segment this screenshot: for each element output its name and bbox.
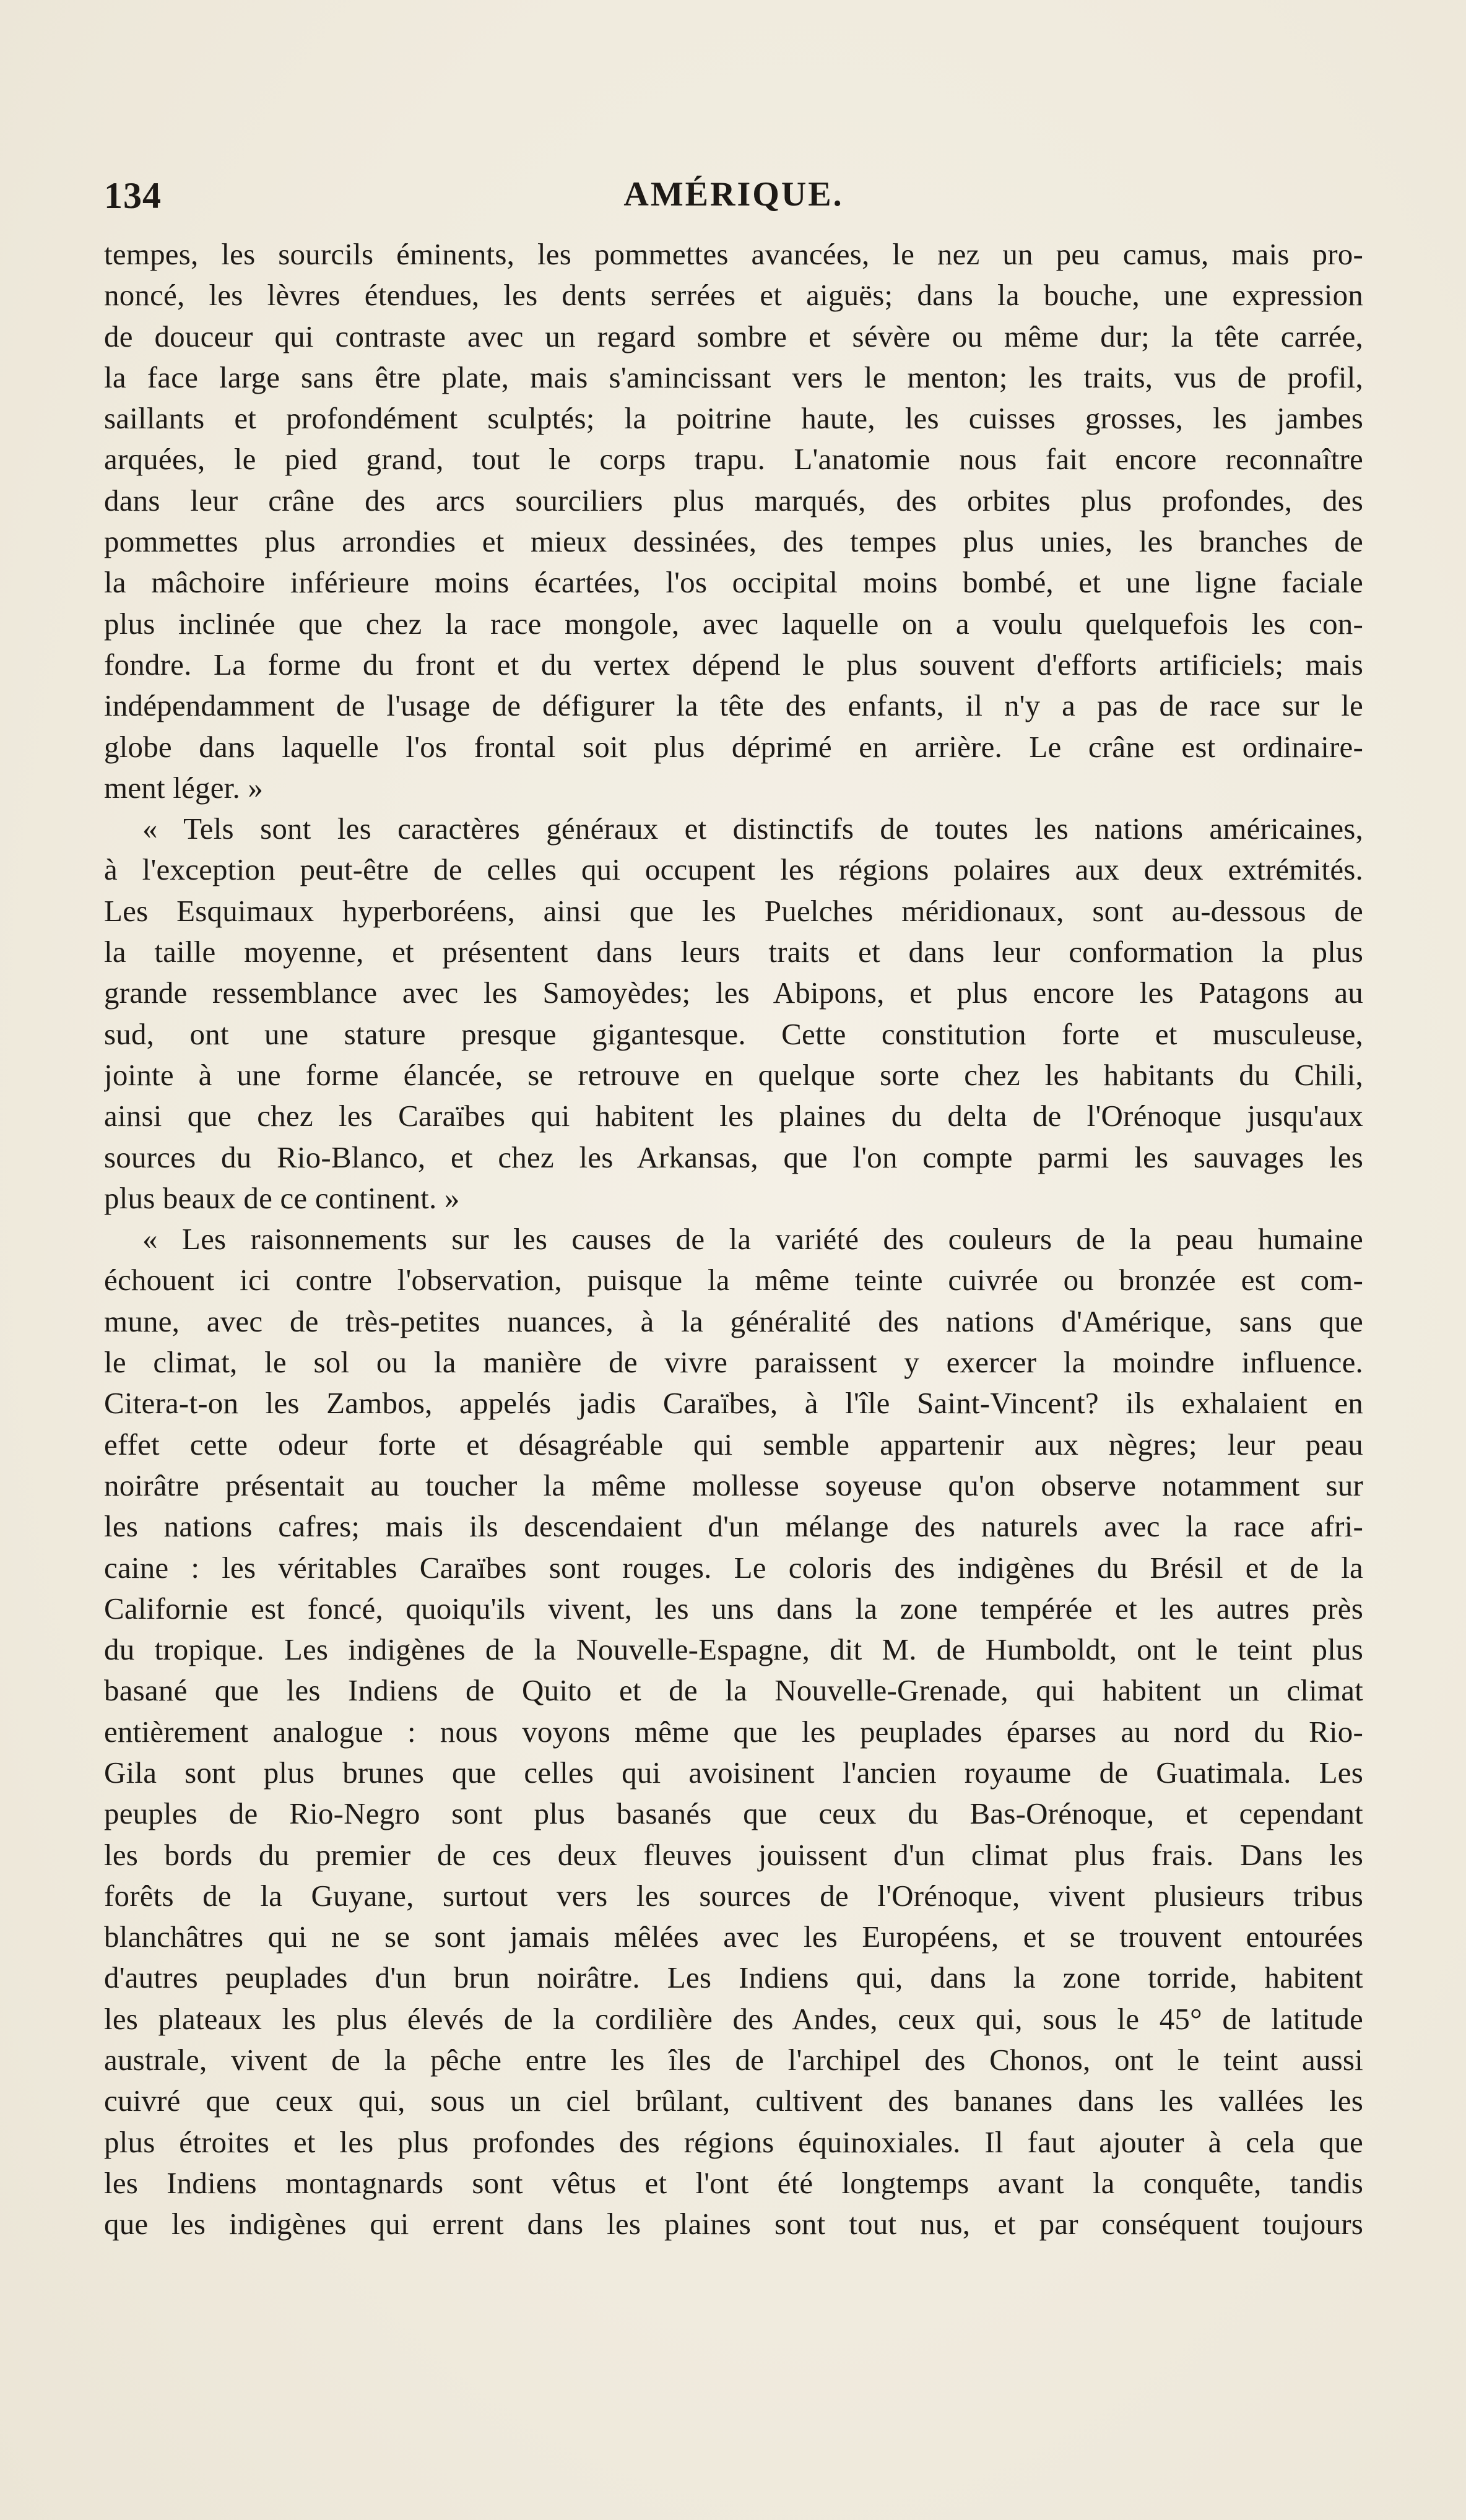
text-line: la mâchoire inférieure moins écartées, l'os occipital moins bombé, et une ligne faciale xyxy=(104,565,1363,600)
text-line: noncé, les lèvres étendues, les dents serrées et aiguës; dans la bouche, une expression xyxy=(104,278,1363,313)
body-text xyxy=(104,234,1363,2245)
text-line: ment léger. » xyxy=(104,770,264,805)
text-line: les nations cafres; mais ils descendaient d'un mélange des naturels avec la race afri- xyxy=(104,1509,1363,1544)
text-line: caine : les véritables Caraïbes sont rouges. Le coloris des indigènes du Brésil et de la xyxy=(104,1550,1363,1585)
text-line: saillants et profondément sculptés; la poitrine haute, les cuisses grosses, les jambes xyxy=(104,401,1363,436)
text-line: la taille moyenne, et présentent dans leurs traits et dans leur conformation la plus xyxy=(104,935,1363,969)
text-line: Citera-t-on les Zambos, appelés jadis Caraïbes, à l'île Saint-Vincent? ils exhalaient en xyxy=(104,1386,1363,1421)
text-line: grande ressemblance avec les Samoyèdes; les Abipons, et plus encore les Patagons au xyxy=(104,976,1363,1010)
text-line: échouent ici contre l'observation, puisque la même teinte cuivrée ou bronzée est com- xyxy=(104,1263,1363,1297)
text-line: plus inclinée que chez la race mongole, avec laquelle on a voulu quelquefois les con- xyxy=(104,606,1363,641)
text-line: arquées, le pied grand, tout le corps trapu. L'anatomie nous fait encore reconnaître xyxy=(104,442,1363,477)
text-line: du tropique. Les indigènes de la Nouvelle-Espagne, dit M. de Humboldt, ont le teint plus xyxy=(104,1632,1363,1667)
text-line: australe, vivent de la pêche entre les îles de l'archipel des Chonos, ont le teint aussi xyxy=(104,2043,1363,2077)
text-line: basané que les Indiens de Quito et de la Nouvelle-Grenade, qui habitent un climat xyxy=(104,1673,1363,1708)
text-line: jointe à une forme élancée, se retrouve en quelque sorte chez les habitants du Chili, xyxy=(104,1057,1363,1092)
text-line: pommettes plus arrondies et mieux dessinées, des tempes plus unies, les branches de xyxy=(104,524,1363,559)
text-line: Gila sont plus brunes que celles qui avoisinent l'ancien royaume de Guatimala. Les xyxy=(104,1755,1363,1790)
text-line: entièrement analogue : nous voyons même que les peuplades éparses au nord du Rio- xyxy=(104,1714,1363,1749)
text-line: plus étroites et les plus profondes des régions équinoxiales. Il faut ajouter à cela que xyxy=(104,2124,1363,2159)
text-line: les plateaux les plus élevés de la cordilière des Andes, ceux qui, sous le 45° de latitude xyxy=(104,2001,1363,2036)
page-header xyxy=(104,175,1363,218)
page-number: 134 xyxy=(104,175,162,216)
text-line: le climat, le sol ou la manière de vivre paraissent y exercer la moindre influence. xyxy=(104,1345,1363,1380)
text-line: indépendamment de l'usage de défigurer la tête des enfants, il n'y a pas de race sur le xyxy=(104,688,1363,723)
text-line: Les Esquimaux hyperboréens, ainsi que les Puelches méridionaux, sont au-dessous de xyxy=(104,893,1363,928)
text-line: les Indiens montagnards sont vêtus et l'ont été longtemps avant la conquête, tandis xyxy=(104,2165,1363,2200)
text-line: de douceur qui contraste avec un regard sombre et sévère ou même dur; la tête carrée, xyxy=(104,319,1363,353)
text-line: noirâtre présentait au toucher la même mollesse soyeuse qu'on observe notamment sur xyxy=(104,1468,1363,1502)
text-line: sources du Rio-Blanco, et chez les Arkansas, que l'on compte parmi les sauvages les xyxy=(104,1140,1363,1174)
text-line: « Tels sont les caractères généraux et distinctifs de toutes les nations américaines, xyxy=(142,812,1363,846)
text-line: mune, avec de très-petites nuances, à la généralité des nations d'Amérique, sans que xyxy=(104,1304,1363,1338)
text-line: tempes, les sourcils éminents, les pommettes avancées, le nez un peu camus, mais pro- xyxy=(104,237,1363,271)
text-line: forêts de la Guyane, surtout vers les sources de l'Orénoque, vivent plusieurs tribus xyxy=(104,1878,1363,1913)
text-line: sud, ont une stature presque gigantesque. Cette constitution forte et musculeuse, xyxy=(104,1016,1363,1051)
text-line: globe dans laquelle l'os frontal soit plus déprimé en arrière. Le crâne est ordinaire- xyxy=(104,729,1363,764)
text-line: à l'exception peut-être de celles qui occupent les régions polaires aux deux extrémités. xyxy=(104,852,1363,887)
text-line: « Les raisonnements sur les causes de la variété des couleurs de la peau humaine xyxy=(142,1222,1363,1257)
text-line: effet cette odeur forte et désagréable qui semble appartenir aux nègres; leur peau xyxy=(104,1427,1363,1461)
text-line: Californie est foncé, quoiqu'ils vivent, les uns dans la zone tempérée et les autres près xyxy=(104,1591,1363,1626)
text-line: plus beaux de ce continent. » xyxy=(104,1180,460,1215)
text-line: la face large sans être plate, mais s'amincissant vers le menton; les traits, vus de profil, xyxy=(104,360,1363,394)
running-title: AMÉRIQUE. xyxy=(623,175,844,214)
text-line: blanchâtres qui ne se sont jamais mêlées avec les Européens, et se trouvent entourées xyxy=(104,1920,1363,1954)
text-line: fondre. La forme du front et du vertex dépend le plus souvent d'efforts artificiels; mais xyxy=(104,647,1363,682)
text-line: peuples de Rio-Negro sont plus basanés que ceux du Bas-Orénoque, et cependant xyxy=(104,1796,1363,1831)
text-line: les bords du premier de ces deux fleuves jouissent d'un climat plus frais. Dans les xyxy=(104,1837,1363,1872)
text-line: ainsi que chez les Caraïbes qui habitent les plaines du delta de l'Orénoque jusqu'aux xyxy=(104,1099,1363,1133)
text-line: cuivré que ceux qui, sous un ciel brûlant, cultivent des bananes dans les vallées les xyxy=(104,2084,1363,2118)
text-line: d'autres peuplades d'un brun noirâtre. Les Indiens qui, dans la zone torride, habitent xyxy=(104,1960,1363,1995)
text-line: que les indigènes qui errent dans les plaines sont tout nus, et par conséquent toujours xyxy=(104,2207,1363,2241)
text-line: dans leur crâne des arcs sourciliers plus marqués, des orbites plus profondes, des xyxy=(104,483,1363,517)
